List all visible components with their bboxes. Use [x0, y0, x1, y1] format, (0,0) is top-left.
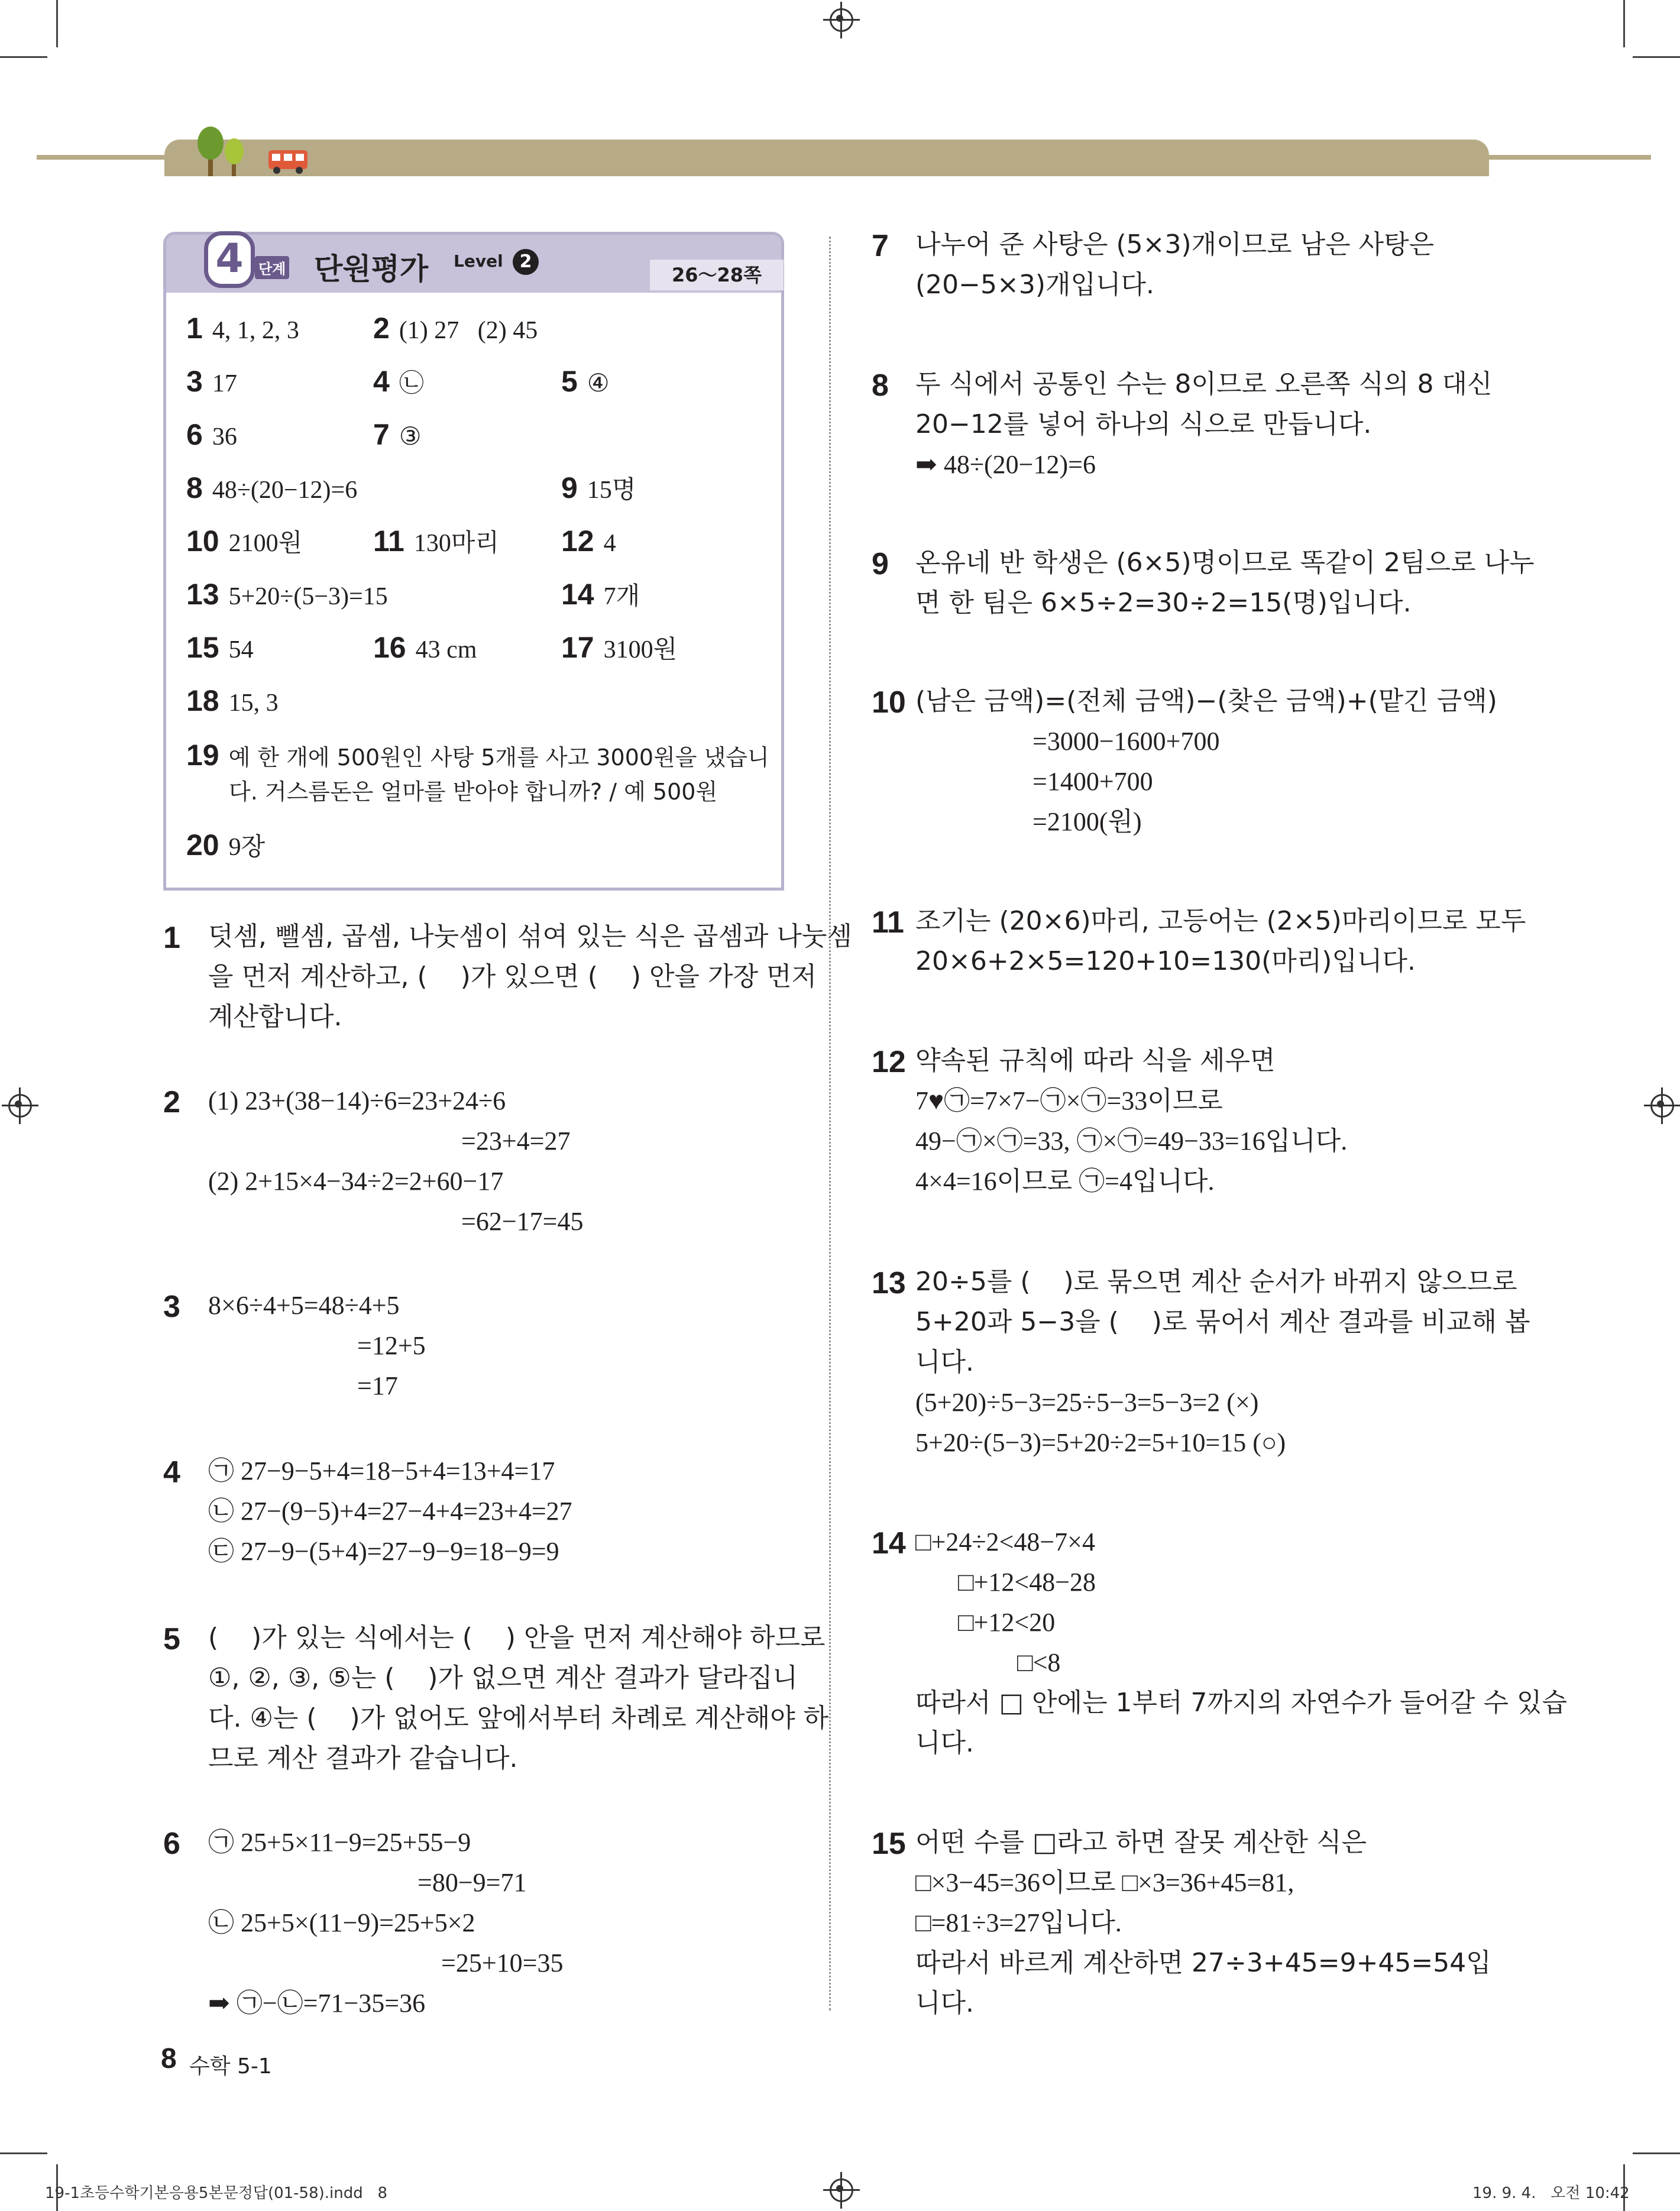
question-number: 7	[872, 229, 889, 263]
question-number: 13	[872, 1266, 906, 1300]
unit-number: 4	[204, 231, 255, 288]
answer-7: 7 ③	[373, 418, 422, 451]
q9-line: 면 한 팀은 6×5÷2=30÷2=15(명)입니다.	[915, 588, 1412, 618]
registration-mark-icon	[1650, 1094, 1674, 1118]
answer-13: 13 5+20÷(5−3)=15	[186, 578, 388, 611]
q3-line: =17	[357, 1371, 398, 1400]
q10-line: (남은 금액)=(전체 금액)−(찾은 금액)+(맡긴 금액)	[915, 686, 1497, 716]
q2-line: =23+4=27	[461, 1126, 571, 1155]
q1-line: 을 먼저 계산하고, ( )가 있으면 ( ) 안을 가장 먼저	[208, 962, 817, 992]
q2-line: =62−17=45	[461, 1207, 584, 1236]
q5-line: ( )가 있는 식에서는 ( ) 안을 먼저 계산해야 하므로	[208, 1623, 826, 1653]
bus-icon	[267, 148, 310, 176]
q1-line: 덧셈, 뺄셈, 곱셈, 나눗셈이 섞여 있는 식은 곱셈과 나눗셈	[208, 921, 852, 951]
q15-line: 니다.	[915, 1988, 974, 2018]
q3-line: 8×6÷4+5=48÷4+5	[208, 1291, 400, 1320]
q14-line: □+24÷2<48−7×4	[915, 1527, 1095, 1556]
page-range: 26～28쪽	[650, 260, 784, 290]
answer-1: 1 4, 1, 2, 3	[186, 312, 299, 345]
question-number: 11	[872, 905, 904, 940]
answer-2: 2 (1) 27 (2) 45	[373, 312, 538, 345]
answer-9: 9 15명	[561, 471, 636, 504]
footer-timestamp: 19. 9. 4. 오전 10:42	[1472, 2184, 1630, 2202]
registration-mark-icon	[8, 1094, 32, 1118]
footer-filename: 19-1초등수학기본응용5본문정답(01-58).indd 8	[45, 2184, 388, 2202]
answer-16: 16 43 cm	[373, 631, 477, 664]
answer-14: 14 7개	[561, 578, 640, 611]
q13-line: 20÷5를 ( )로 묶으면 계산 순서가 바뀌지 않으므로	[915, 1267, 1517, 1297]
registration-mark-icon	[830, 8, 853, 32]
q4-line: ㉢ 27−9−(5+4)=27−9−9=18−9=9	[208, 1537, 559, 1566]
subject-label: 수학 5-1	[189, 2054, 272, 2079]
unit-tag: 단계	[255, 256, 289, 279]
crop-mark	[0, 2152, 47, 2154]
q13-line: 5+20÷(5−3)=5+20÷2=5+10=15 (○)	[915, 1428, 1286, 1457]
question-number: 1	[163, 921, 180, 955]
section-title: 단원평가	[314, 252, 429, 286]
q11-line: 20×6+2×5=120+10=130(마리)입니다.	[915, 946, 1416, 976]
crop-mark	[0, 56, 47, 58]
answer-10: 10 2100원	[186, 525, 303, 558]
q7-line: 나누어 준 사탕은 (5×3)개이므로 남은 사탕은	[915, 229, 1435, 260]
answer-15: 15 54	[186, 631, 254, 664]
q14-line: □+12<48−28	[958, 1568, 1096, 1597]
q15-line: 따라서 바르게 계산하면 27÷3+45=9+45=54입	[915, 1948, 1491, 1978]
q10-line: =3000−1600+700	[1032, 727, 1220, 756]
crop-mark	[1633, 56, 1680, 58]
question-number: 6	[163, 1827, 180, 1861]
answer-summary-box	[163, 232, 784, 891]
q6-line: ㉡ 25+5×(11−9)=25+5×2	[208, 1908, 475, 1937]
answer-5: 5 ④	[561, 365, 610, 398]
answer-19: 19 예 한 개에 500원인 사탕 5개를 사고 3000원을 냈습니	[186, 739, 769, 772]
column-divider	[829, 237, 831, 2011]
level-number: 2	[513, 249, 539, 275]
q15-line: 어떤 수를 □라고 하면 잘못 계산한 식은	[915, 1827, 1367, 1857]
q4-line: ㉠ 27−9−5+4=18−5+4=13+4=17	[208, 1456, 555, 1485]
q5-line: 므로 계산 결과가 같습니다.	[208, 1743, 518, 1773]
q5-line: 다. ④는 ( )가 없어도 앞에서부터 차례로 계산해야 하	[208, 1703, 829, 1733]
answer-8: 8 48÷(20−12)=6	[186, 471, 358, 504]
answer-12: 12 4	[561, 525, 616, 558]
q12-line: 7♥㉠=7×7−㉠×㉠=33이므로	[915, 1086, 1223, 1115]
question-number: 4	[163, 1455, 180, 1490]
level-label: Level	[454, 251, 503, 271]
question-number: 9	[872, 547, 889, 581]
header-band	[164, 140, 1489, 176]
q1-line: 계산합니다.	[208, 1002, 342, 1032]
question-number: 2	[163, 1085, 180, 1119]
q10-line: =1400+700	[1032, 767, 1153, 796]
answer-18: 18 15, 3	[186, 684, 279, 717]
q13-line: 니다.	[915, 1347, 974, 1377]
q9-line: 온유네 반 학생은 (6×5)명이므로 똑같이 2팀으로 나누	[915, 548, 1535, 578]
question-number: 8	[872, 368, 889, 403]
q14-line: □<8	[1017, 1648, 1061, 1677]
q2-line: (1) 23+(38−14)÷6=23+24÷6	[208, 1086, 506, 1115]
q2-line: (2) 2+15×4−34÷2=2+60−17	[208, 1167, 504, 1196]
tree-icon	[195, 125, 254, 179]
question-number: 15	[872, 1827, 906, 1861]
q13-line: 5+20과 5−3을 ( )로 묶어서 계산 결과를 비교해 봅	[915, 1307, 1530, 1337]
q11-line: 조기는 (20×6)마리, 고등어는 (2×5)마리이므로 모두	[915, 906, 1526, 936]
q3-line: =12+5	[357, 1331, 426, 1360]
q14-line: 니다.	[915, 1728, 974, 1758]
q6-line: =80−9=71	[417, 1868, 527, 1897]
answer-20: 20 9장	[186, 828, 266, 862]
q8-line: 20−12를 넣어 하나의 식으로 만듭니다.	[915, 409, 1372, 439]
question-number: 10	[872, 685, 906, 720]
answer-6: 6 36	[186, 418, 237, 451]
crop-mark	[1633, 2152, 1680, 2154]
answer-3: 3 17	[186, 365, 237, 398]
q12-line: 49−㉠×㉠=33, ㉠×㉠=49−33=16입니다.	[915, 1126, 1348, 1155]
crop-mark	[56, 0, 58, 47]
q14-line: □+12<20	[958, 1608, 1056, 1637]
question-number: 3	[163, 1290, 180, 1324]
q10-line: =2100(원)	[1032, 807, 1142, 836]
q6-line: =25+10=35	[441, 1948, 564, 1977]
q7-line: (20−5×3)개입니다.	[915, 270, 1155, 300]
q5-line: ①, ②, ③, ⑤는 ( )가 없으면 계산 결과가 달라집니	[208, 1663, 798, 1693]
q13-line: (5+20)÷5−3=25÷5−3=5−3=2 (×)	[915, 1388, 1259, 1417]
q6-line: ➡ ㉠−㉡=71−35=36	[208, 1989, 426, 2018]
q8-line: 두 식에서 공통인 수는 8이므로 오른쪽 식의 8 대신	[915, 369, 1493, 399]
crop-mark	[1623, 0, 1625, 47]
answer-17: 17 3100원	[561, 631, 678, 664]
q6-line: ㉠ 25+5×11−9=25+55−9	[208, 1828, 471, 1857]
answer-19-cont: 다. 거스름돈은 얼마를 받아야 합니까? / 예 500원	[229, 779, 718, 805]
q12-line: 4×4=16이므로 ㉠=4입니다.	[915, 1167, 1215, 1196]
q12-line: 약속된 규칙에 따라 식을 세우면	[915, 1045, 1276, 1076]
q4-line: ㉡ 27−(9−5)+4=27−4+4=23+4=27	[208, 1497, 572, 1526]
q8-line: ➡ 48÷(20−12)=6	[915, 450, 1096, 479]
question-number: 5	[163, 1622, 180, 1656]
page-number: 8	[161, 2043, 177, 2074]
q15-line: □=81÷3=27입니다.	[915, 1908, 1122, 1937]
registration-mark-icon	[830, 2178, 853, 2202]
question-number: 12	[872, 1045, 906, 1079]
q14-line: 따라서 □ 안에는 1부터 7까지의 자연수가 들어갈 수 있습	[915, 1688, 1568, 1718]
answer-11: 11 130마리	[373, 525, 500, 558]
answer-4: 4 ㉡	[373, 365, 424, 398]
q15-line: □×3−45=36이므로 □×3=36+45=81,	[915, 1868, 1294, 1897]
question-number: 14	[872, 1526, 906, 1561]
